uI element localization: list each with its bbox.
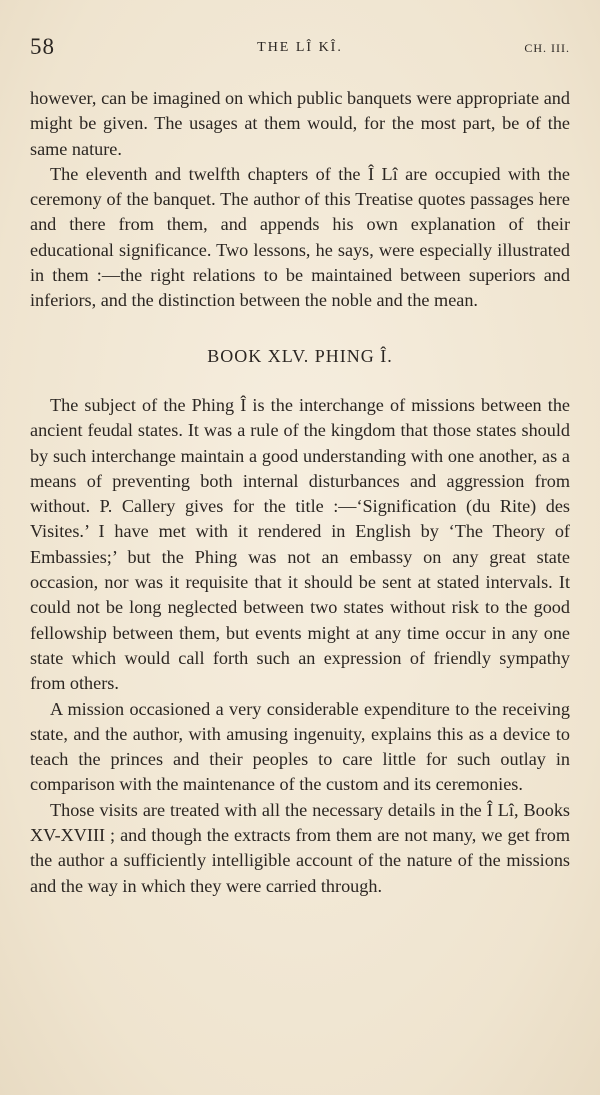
page-header — [30, 34, 570, 64]
paragraph: A mission occasioned a very considerable expenditure to the receiving state, and the author, with amusing ingenuity, explains this as a device to teach the princes and their peoples to care little for such outlay in comparison with the maintenance of the custom and its ceremonies. — [30, 698, 570, 795]
page-number: 58 — [30, 34, 55, 59]
paragraph: Those visits are treated with all the necessary details in the Î Lî, Books XV-XVIII ; and though the extracts from them are not many, we get from the author a sufficiently intelligible account of the nature of the missions and the way in which they were carried through. — [30, 799, 570, 896]
body-text — [30, 86, 570, 899]
running-title: THE LÎ KÎ. — [257, 40, 343, 55]
chapter-reference: CH. III. — [524, 41, 570, 55]
paragraph: The eleventh and twelfth chapters of the Î Lî are occupied with the ceremony of the banquet. The author of this Treatise quotes passages here and there from them, and appends his own explanation of their educational significance. Two lessons, he says, were especially illustrated in them :—the right relations to be maintained between superiors and inferiors, and the distinction between the noble and the mean. — [30, 163, 570, 311]
section-heading: BOOK XLV. PHING Î. — [207, 345, 393, 366]
paragraph: however, can be imagined on which public banquets were appropriate and might be given. The usages at them would, for the most part, be of the same nature. — [30, 88, 570, 159]
paragraph: The subject of the Phing Î is the interchange of missions between the ancient feudal states. It was a rule of the kingdom that those states should by such interchange maintain a good understanding with one another, as a means of preventing both internal disturbances and aggression from without. P. Callery gives for the title :—‘Signification (du Rite) des Visites.’ I have met with it rendered in English by ‘The Theory of Embassies;’ but the Phing was not an embassy on any great state occasion, nor was it requisite that it should be sent at stated intervals. It could not be long neglected between two states without risk to the good fellowship between them, but events might at any time occur in any one state which would call forth such an expression of friendly sympathy from others. — [30, 394, 570, 694]
